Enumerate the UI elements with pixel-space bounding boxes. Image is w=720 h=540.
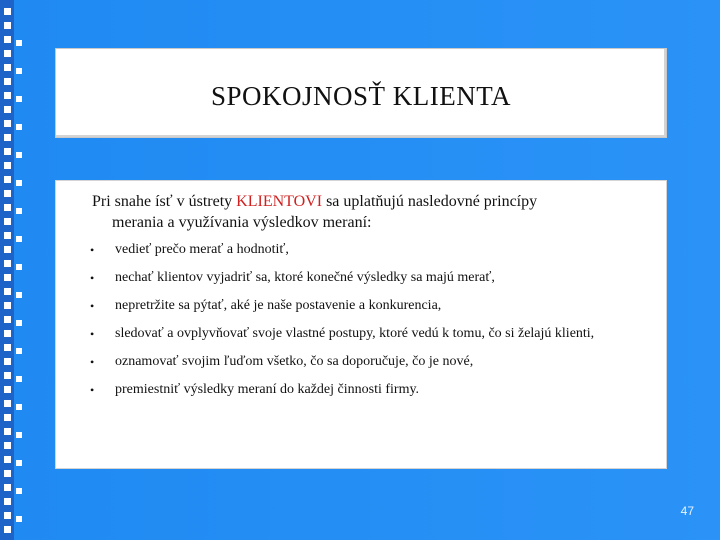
decorative-square: [4, 302, 11, 309]
decorative-square: [4, 50, 11, 57]
intro-paragraph: [92, 191, 662, 233]
decorative-square: [4, 470, 11, 477]
decorative-square: [4, 120, 11, 127]
decorative-square: [4, 106, 11, 113]
decorative-square: [4, 78, 11, 85]
decorative-square: [4, 134, 11, 141]
decorative-square: [4, 8, 11, 15]
decorative-square: [4, 260, 11, 267]
decorative-square: [16, 68, 22, 74]
decorative-square: [4, 64, 11, 71]
decorative-square: [16, 320, 22, 326]
decorative-square: [16, 40, 22, 46]
intro-text-line2: merania a využívania výsledkov meraní:: [112, 214, 372, 231]
decorative-square: [16, 488, 22, 494]
bullet-icon: •: [90, 327, 95, 341]
decorative-square: [4, 316, 11, 323]
decorative-square: [16, 460, 22, 466]
decorative-square: [4, 372, 11, 379]
decorative-square: [4, 288, 11, 295]
title-panel: [55, 48, 667, 138]
decorative-square: [4, 330, 11, 337]
decorative-square: [4, 148, 11, 155]
list-item: [90, 237, 660, 263]
intro-text-end: sa uplatňujú nasledovné princípy: [322, 193, 538, 210]
decorative-square: [16, 124, 22, 130]
decorative-square: [4, 232, 11, 239]
decorative-square: [16, 152, 22, 158]
decorative-square: [4, 526, 11, 533]
intro-text-start: Pri snahe ísť v ústrety: [92, 193, 237, 210]
decorative-square: [4, 344, 11, 351]
bullet-icon: •: [90, 383, 95, 397]
decorative-square: [4, 456, 11, 463]
decorative-square: [4, 246, 11, 253]
bullet-icon: •: [90, 355, 95, 369]
decorative-square: [4, 218, 11, 225]
decorative-square: [4, 386, 11, 393]
intro-highlight: KLIENTOVI: [236, 193, 323, 210]
decorative-square: [16, 236, 22, 242]
slide-title: SPOKOJNOSŤ KLIENTA: [210, 81, 512, 111]
decorative-square: [4, 22, 11, 29]
decorative-square: [4, 442, 11, 449]
decorative-square: [4, 204, 11, 211]
list-item: [90, 321, 660, 347]
decorative-square: [4, 414, 11, 421]
list-item: [90, 293, 660, 319]
list-item-text: nepretržite sa pýtať, aké je naše postavenie a konkurencia,: [115, 298, 442, 313]
decorative-square: [4, 400, 11, 407]
list-item-text: nechať klientov vyjadriť sa, ktoré konečné výsledky sa majú merať,: [115, 270, 495, 285]
decorative-square: [4, 176, 11, 183]
decorative-square: [4, 428, 11, 435]
decorative-square: [16, 292, 22, 298]
bullet-icon: •: [90, 271, 95, 285]
list-item-text: oznamovať svojim ľuďom všetko, čo sa doporučuje, čo je nové,: [115, 354, 474, 369]
decorative-square: [4, 358, 11, 365]
decorative-square: [16, 376, 22, 382]
decorative-square: [16, 516, 22, 522]
bullet-list: [90, 237, 660, 405]
decorative-square: [4, 484, 11, 491]
bullet-icon: •: [90, 243, 95, 257]
decorative-square: [16, 348, 22, 354]
decorative-square: [4, 162, 11, 169]
page-number: 47: [680, 504, 694, 518]
decorative-square: [4, 190, 11, 197]
bullet-icon: •: [90, 299, 95, 313]
list-item: [90, 265, 660, 291]
decorative-square: [4, 498, 11, 505]
decorative-square: [4, 92, 11, 99]
decorative-square: [16, 96, 22, 102]
list-item: [90, 377, 660, 403]
decorative-square: [16, 404, 22, 410]
list-item: [90, 349, 660, 375]
list-item-text: premiestniť výsledky meraní do každej činnosti firmy.: [115, 382, 420, 397]
decorative-square: [16, 432, 22, 438]
decorative-square: [16, 180, 22, 186]
decorative-square: [4, 512, 11, 519]
decorative-square: [4, 36, 11, 43]
decorative-square: [16, 264, 22, 270]
list-item-text: sledovať a ovplyvňovať svoje vlastné postupy, ktoré vedú k tomu, čo si želajú klienti,: [115, 326, 595, 341]
decorative-square: [4, 274, 11, 281]
decorative-square: [16, 208, 22, 214]
content-panel: [55, 180, 667, 469]
list-item-text: vedieť prečo merať a hodnotiť,: [115, 242, 289, 257]
